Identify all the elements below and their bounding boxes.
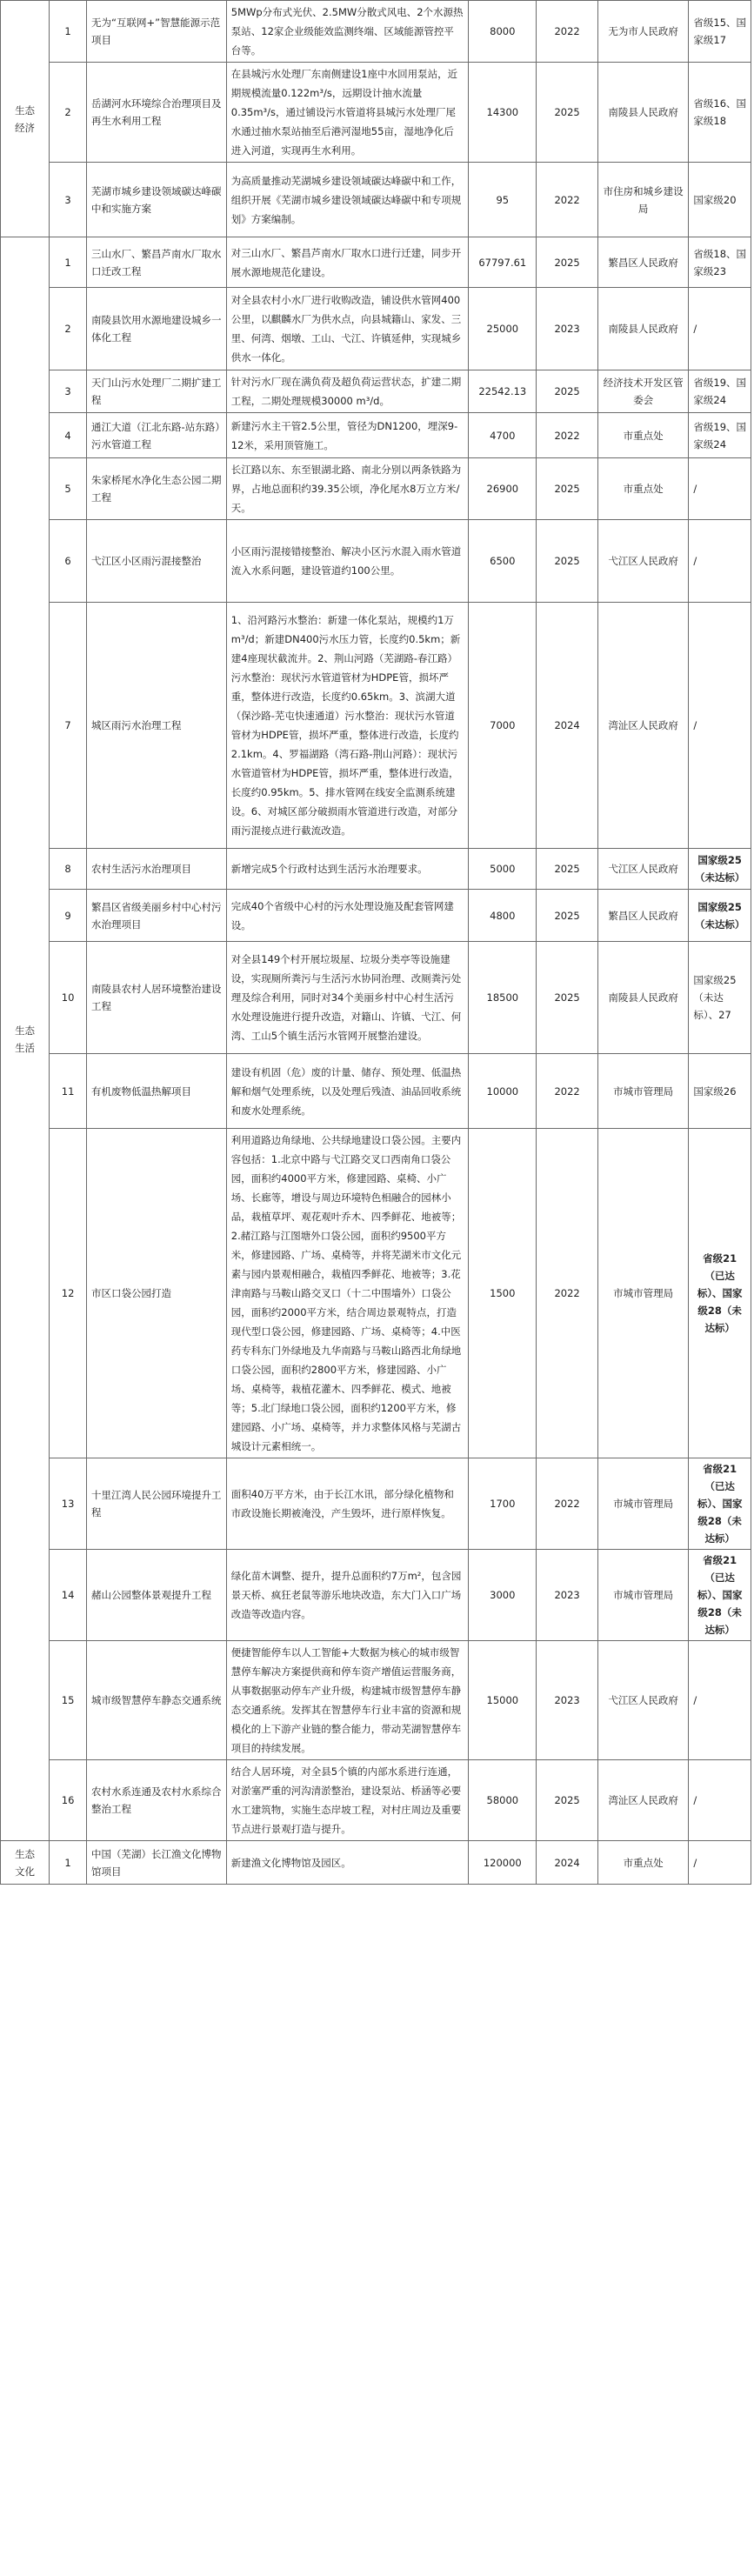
investment-cell: 6500	[469, 520, 537, 603]
row-number-cell: 6	[50, 520, 87, 603]
responsible-unit-cell: 市城市管理局	[597, 1550, 689, 1641]
table-row	[1, 1129, 751, 1458]
completion-year-cell: 2022	[537, 1054, 597, 1129]
row-number-cell: 1	[50, 237, 87, 288]
category-cell: 生态 文化	[1, 1841, 50, 1885]
row-number-cell: 12	[50, 1129, 87, 1458]
project-name-cell: 赭山公园整体景观提升工程	[87, 1550, 227, 1641]
indicator-level-cell: 省级16、国家级18	[689, 63, 751, 163]
completion-year-cell: 2025	[537, 237, 597, 288]
completion-year-cell: 2023	[537, 1641, 597, 1760]
investment-cell: 120000	[469, 1841, 537, 1885]
table-row	[1, 63, 751, 163]
project-description-cell: 针对污水厂现在满负荷及超负荷运营状态，扩建二期工程，二期处理规模30000 m³/d。	[226, 370, 468, 413]
project-description-cell: 1、沿河路污水整治：新建一体化泵站，规模约1万m³/d；新建DN400污水压力管，长度约0.5km；新建4座现状截流井。2、荆山河路（芜湖路-春江路）污水整治：现状污水管道管材为HDPE管，损坏严重，整体进行改造，长度约0.65km。3、滨湖大道（保沙路-芜屯快速通道）污水整治：现状污水管道管材为HDPE管，损坏严重，整体进行改造，长度约2.1km。4、罗福湖路（湾石路-荆山河路）：现状污水管道管材为HDPE管，损坏严重，整体进行改造，长度约0.95km。5、排水管网在线安全监测系统建设。6、对城区部分破损雨水管道进行改造，对部分雨污混接点进行截流改造。	[226, 603, 468, 849]
responsible-unit-cell: 市重点处	[597, 413, 689, 458]
project-description-cell: 长江路以东、东至银湖北路、南北分别以两条铁路为界，占地总面积约39.35公顷，净化尾水8万立方米/天。	[226, 458, 468, 520]
table-row	[1, 370, 751, 413]
investment-cell: 95	[469, 163, 537, 237]
project-description-cell: 为高质量推动芜湖城乡建设领域碳达峰碳中和工作，组织开展《芜湖市城乡建设领域碳达峰碳中和专项规划》方案编制。	[226, 163, 468, 237]
row-number-cell: 10	[50, 942, 87, 1054]
project-description-cell: 面积40万平方米，由于长江水讯，部分绿化植物和市政设施长期被淹没，产生毁坏，进行原样恢复。	[226, 1458, 468, 1550]
table-row	[1, 237, 751, 288]
row-number-cell: 11	[50, 1054, 87, 1129]
table-row	[1, 1841, 751, 1885]
row-number-cell: 4	[50, 413, 87, 458]
project-description-cell: 在县城污水处理厂东南侧建设1座中水回用泵站，近期规模流量0.122m³/s，远期设计抽水流量0.35m³/s，通过铺设污水管道将县城污水处理厂尾水通过抽水泵站抽至后港河湿地55亩，湿地净化后进入河道，实现再生水利用。	[226, 63, 468, 163]
indicator-level-cell: /	[689, 288, 751, 370]
project-name-cell: 有机废物低温热解项目	[87, 1054, 227, 1129]
project-name-cell: 城区雨污水治理工程	[87, 603, 227, 849]
table-row	[1, 1054, 751, 1129]
project-description-cell: 对全县农村小水厂进行收购改造，铺设供水管网400公里，以麒麟水厂为供水点，向县城籍山、家发、三里、何湾、烟墩、工山、弋江、许镇延伸，实现城乡供水一体化。	[226, 288, 468, 370]
indicator-level-cell: 省级19、国家级24	[689, 370, 751, 413]
responsible-unit-cell: 弋江区人民政府	[597, 1641, 689, 1760]
indicator-level-cell: 国家级25（未达标）	[689, 849, 751, 890]
indicator-level-cell: /	[689, 458, 751, 520]
table-row	[1, 1, 751, 63]
project-name-cell: 农村生活污水治理项目	[87, 849, 227, 890]
investment-cell: 26900	[469, 458, 537, 520]
investment-cell: 10000	[469, 1054, 537, 1129]
project-name-cell: 天门山污水处理厂二期扩建工程	[87, 370, 227, 413]
completion-year-cell: 2022	[537, 1129, 597, 1458]
investment-cell: 1500	[469, 1129, 537, 1458]
project-name-cell: 繁昌区省级美丽乡村中心村污水治理项目	[87, 890, 227, 942]
responsible-unit-cell: 南陵县人民政府	[597, 63, 689, 163]
indicator-level-cell: 国家级20	[689, 163, 751, 237]
row-number-cell: 2	[50, 63, 87, 163]
responsible-unit-cell: 市住房和城乡建设局	[597, 163, 689, 237]
indicator-level-cell: /	[689, 1760, 751, 1841]
responsible-unit-cell: 市城市管理局	[597, 1458, 689, 1550]
completion-year-cell: 2022	[537, 1, 597, 63]
project-name-cell: 芜湖市城乡建设领域碳达峰碳中和实施方案	[87, 163, 227, 237]
completion-year-cell: 2025	[537, 1760, 597, 1841]
project-name-cell: 南陵县农村人居环境整治建设工程	[87, 942, 227, 1054]
table-row	[1, 603, 751, 849]
completion-year-cell: 2025	[537, 63, 597, 163]
indicator-level-cell: /	[689, 1841, 751, 1885]
responsible-unit-cell: 繁昌区人民政府	[597, 890, 689, 942]
completion-year-cell: 2022	[537, 1458, 597, 1550]
investment-cell: 8000	[469, 1, 537, 63]
indicator-level-cell: 国家级25（未达标）、27	[689, 942, 751, 1054]
project-description-cell: 结合人居环境，对全县5个镇的内部水系进行连通，对淤塞严重的河沟清淤整治，建设泵站、桥涵等必要水工建筑物，实施生态岸坡工程，对村庄周边及重要节点进行景观打造与提升。	[226, 1760, 468, 1841]
project-description-cell: 对三山水厂、繁昌芦南水厂取水口进行迁建，同步开展水源地规范化建设。	[226, 237, 468, 288]
indicator-level-cell: 省级21（已达标）、国家级28（未达标）	[689, 1550, 751, 1641]
investment-cell: 4700	[469, 413, 537, 458]
row-number-cell: 16	[50, 1760, 87, 1841]
project-description-cell: 完成40个省级中心村的污水处理设施及配套管网建设。	[226, 890, 468, 942]
project-description-cell: 利用道路边角绿地、公共绿地建设口袋公园。主要内容包括：1.北京中路与弋江路交叉口西南角口袋公园，面积约4000平方米，修建园路、桌椅、小广场、长廊等，增设与周边环境特色相融合的园林小品，栽植草坪、观花观叶乔木、四季鲜花、地被等；2.赭江路与江图塘外口袋公园，面积约9500平方米，修建园路、广场、桌椅等，并将芜湖米市文化元素与园内景观相融合，栽植四季鲜花、地被等；3.花津南路与马鞍山路交叉口（十二中围墙外）口袋公园，面积约2000平方米，结合周边景观特点，打造现代型口袋公园，修建园路、广场、桌椅等；4.中医药专科东门外绿地及九华南路与马鞍山路西北角绿地口袋公园，面积约2800平方米，修建园路、小广场、桌椅等，栽植花灌木、四季鲜花、模式、地被等；5.北门绿地口袋公园，面积约1200平方米，修建园路、小广场、桌椅等，并力求整体风格与芜湖古城设计元素相统一。	[226, 1129, 468, 1458]
responsible-unit-cell: 弋江区人民政府	[597, 849, 689, 890]
indicator-level-cell: /	[689, 603, 751, 849]
indicator-level-cell: /	[689, 520, 751, 603]
row-number-cell: 3	[50, 163, 87, 237]
row-number-cell: 2	[50, 288, 87, 370]
responsible-unit-cell: 湾沚区人民政府	[597, 1760, 689, 1841]
table-row	[1, 520, 751, 603]
project-description-cell: 便捷智能停车以人工智能+大数据为核心的城市级智慧停车解决方案提供商和停车资产增值运营服务商，从事数据驱动停车产业升级，构建城市级智慧停车静态交通系统。发挥其在智慧停车行业丰富的资源和规模化的上下游产业链的整合能力，带动芜湖智慧停车项目的持续发展。	[226, 1641, 468, 1760]
project-description-cell: 新建渔文化博物馆及园区。	[226, 1841, 468, 1885]
completion-year-cell: 2022	[537, 163, 597, 237]
indicator-level-cell: 省级21（已达标）、国家级28（未达标）	[689, 1458, 751, 1550]
project-description-cell: 新增完成5个行政村达到生活污水治理要求。	[226, 849, 468, 890]
completion-year-cell: 2024	[537, 603, 597, 849]
responsible-unit-cell: 市城市管理局	[597, 1054, 689, 1129]
row-number-cell: 13	[50, 1458, 87, 1550]
investment-cell: 7000	[469, 603, 537, 849]
project-name-cell: 三山水厂、繁昌芦南水厂取水口迁改工程	[87, 237, 227, 288]
investment-cell: 67797.61	[469, 237, 537, 288]
investment-cell: 4800	[469, 890, 537, 942]
category-cell: 生态 生活	[1, 237, 50, 1841]
table-row	[1, 890, 751, 942]
investment-cell: 5000	[469, 849, 537, 890]
table-row	[1, 1641, 751, 1760]
row-number-cell: 8	[50, 849, 87, 890]
project-name-cell: 朱家桥尾水净化生态公园二期工程	[87, 458, 227, 520]
investment-cell: 58000	[469, 1760, 537, 1841]
responsible-unit-cell: 弋江区人民政府	[597, 520, 689, 603]
row-number-cell: 9	[50, 890, 87, 942]
project-description-cell: 对全县149个村开展垃圾屋、垃圾分类亭等设施建设，实现厕所粪污与生活污水协同治理、改厕粪污处理及综合利用，同时对34个美丽乡村中心村生活污水处理设施进行提升改造，对籍山、许镇、弋江、何湾、工山5个镇生活污水管网开展整治建设。	[226, 942, 468, 1054]
row-number-cell: 14	[50, 1550, 87, 1641]
investment-cell: 3000	[469, 1550, 537, 1641]
project-description-cell: 建设有机固（危）废的计量、储存、预处理、低温热解和烟气处理系统，以及处理后残渣、油品回收系统和废水处理系统。	[226, 1054, 468, 1129]
project-name-cell: 无为“互联网+”智慧能源示范项目	[87, 1, 227, 63]
completion-year-cell: 2024	[537, 1841, 597, 1885]
responsible-unit-cell: 无为市人民政府	[597, 1, 689, 63]
project-name-cell: 通江大道（江北东路-站东路）污水管道工程	[87, 413, 227, 458]
investment-cell: 14300	[469, 63, 537, 163]
completion-year-cell: 2025	[537, 942, 597, 1054]
indicator-level-cell: 省级18、国家级23	[689, 237, 751, 288]
project-name-cell: 中国（芜湖）长江渔文化博物馆项目	[87, 1841, 227, 1885]
row-number-cell: 1	[50, 1841, 87, 1885]
indicator-level-cell: 省级21（已达标）、国家级28（未达标）	[689, 1129, 751, 1458]
project-name-cell: 城市级智慧停车静态交通系统	[87, 1641, 227, 1760]
completion-year-cell: 2022	[537, 413, 597, 458]
investment-cell: 1700	[469, 1458, 537, 1550]
indicator-level-cell: /	[689, 1641, 751, 1760]
table-row	[1, 288, 751, 370]
table-row	[1, 1760, 751, 1841]
indicator-level-cell: 省级19、国家级24	[689, 413, 751, 458]
row-number-cell: 5	[50, 458, 87, 520]
project-name-cell: 市区口袋公园打造	[87, 1129, 227, 1458]
responsible-unit-cell: 繁昌区人民政府	[597, 237, 689, 288]
responsible-unit-cell: 市城市管理局	[597, 1129, 689, 1458]
completion-year-cell: 2025	[537, 458, 597, 520]
table-row	[1, 413, 751, 458]
responsible-unit-cell: 市重点处	[597, 1841, 689, 1885]
project-name-cell: 农村水系连通及农村水系综合整治工程	[87, 1760, 227, 1841]
indicator-level-cell: 省级15、国家级17	[689, 1, 751, 63]
investment-cell: 18500	[469, 942, 537, 1054]
completion-year-cell: 2023	[537, 1550, 597, 1641]
indicator-level-cell: 国家级26	[689, 1054, 751, 1129]
investment-cell: 25000	[469, 288, 537, 370]
table-row	[1, 163, 751, 237]
responsible-unit-cell: 南陵县人民政府	[597, 942, 689, 1054]
project-description-cell: 5MWp分布式光伏、2.5MW分散式风电、2个水源热泵站、12家企业级能效监测终端、区域能源管控平台等。	[226, 1, 468, 63]
project-name-cell: 南陵县饮用水源地建设城乡一体化工程	[87, 288, 227, 370]
project-name-cell: 岳湖河水环境综合治理项目及再生水利用工程	[87, 63, 227, 163]
row-number-cell: 15	[50, 1641, 87, 1760]
row-number-cell: 3	[50, 370, 87, 413]
row-number-cell: 1	[50, 1, 87, 63]
completion-year-cell: 2025	[537, 849, 597, 890]
table-row	[1, 1550, 751, 1641]
project-description-cell: 小区雨污混接错接整治、解决小区污水混入雨水管道流入水系问题，建设管道约100公里。	[226, 520, 468, 603]
responsible-unit-cell: 市重点处	[597, 458, 689, 520]
project-name-cell: 弋江区小区雨污混接整治	[87, 520, 227, 603]
completion-year-cell: 2023	[537, 288, 597, 370]
table-row	[1, 942, 751, 1054]
completion-year-cell: 2025	[537, 520, 597, 603]
table-row	[1, 458, 751, 520]
responsible-unit-cell: 湾沚区人民政府	[597, 603, 689, 849]
table-row	[1, 849, 751, 890]
investment-cell: 22542.13	[469, 370, 537, 413]
responsible-unit-cell: 经济技术开发区管委会	[597, 370, 689, 413]
completion-year-cell: 2025	[537, 890, 597, 942]
completion-year-cell: 2025	[537, 370, 597, 413]
project-name-cell: 十里江湾人民公园环境提升工程	[87, 1458, 227, 1550]
project-description-cell: 绿化苗木调整、提升，提升总面积约7万m²，包含园景天桥、疯狂老鼠等游乐地块改造，东大门入口广场改造等改造内容。	[226, 1550, 468, 1641]
responsible-unit-cell: 南陵县人民政府	[597, 288, 689, 370]
indicator-level-cell: 国家级25（未达标）	[689, 890, 751, 942]
project-description-cell: 新建污水主干管2.5公里，管径为DN1200，埋深9-12米，采用顶管施工。	[226, 413, 468, 458]
category-cell: 生态 经济	[1, 1, 50, 237]
table-row	[1, 1458, 751, 1550]
row-number-cell: 7	[50, 603, 87, 849]
investment-cell: 15000	[469, 1641, 537, 1760]
